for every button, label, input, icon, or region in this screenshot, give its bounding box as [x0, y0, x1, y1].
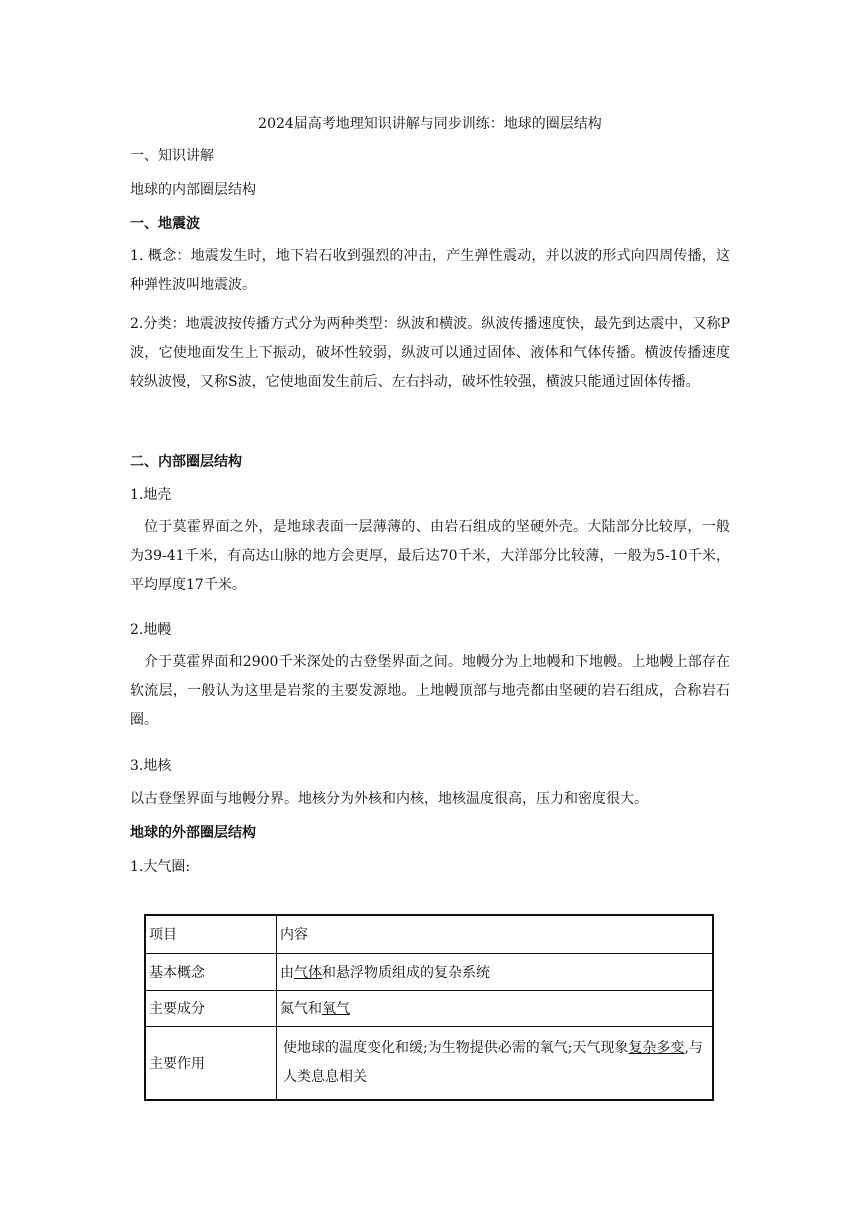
document-title: 2024届高考地理知识讲解与同步训练：地球的圈层结构	[258, 116, 602, 132]
core-paragraph: 以古登堡界面与地幔分界。地核分为外核和内核，地核温度很高，压力和密度很大。	[130, 791, 648, 807]
outer-structure-heading: 地球的外部圈层结构	[130, 825, 256, 841]
table-row-function	[145, 1026, 713, 1100]
crust-paragraph: 位于莫霍界面之外，是地球表面一层薄薄的、由岩石组成的坚硬外壳。大陆部分比较厚，一般为39-41千米，有高达山脉的地方会更厚，最后达70千米，大洋部分比较薄，一般为5-10千米，平均厚度17千米。	[130, 519, 730, 593]
table-row-composition	[145, 990, 713, 1026]
table-cell-label: 主要成分	[145, 990, 277, 1026]
inner-structure-heading: 地球的内部圈层结构	[130, 182, 256, 198]
table-row-concept	[145, 953, 713, 990]
mantle-heading: 2.地幔	[130, 622, 172, 638]
seismic-wave-heading: 一、地震波	[130, 216, 200, 232]
mantle-paragraph: 介于莫霍界面和2900千米深处的古登堡界面之间。地幔分为上地幔和下地幔。上地幔上部存在软流层，一般认为这里是岩浆的主要发源地。上地幔顶部与地壳都由坚硬的岩石组成，合称岩石圈。	[130, 654, 730, 728]
table-cell-content: 使地球的温度变化和缓;为生物提供必需的氧气;天气现象复杂多变,与人类息息相关	[277, 1026, 714, 1100]
seismic-concept-paragraph: 1. 概念：地震发生时，地下岩石收到强烈的冲击，产生弹性震动，并以波的形式向四周传播，这种弹性波叫地震波。	[130, 248, 730, 293]
inner-layers-heading: 二、内部圈层结构	[130, 454, 242, 470]
atmosphere-table	[144, 914, 714, 1101]
table-cell-content: 由气体和悬浮物质组成的复杂系统	[277, 953, 714, 990]
table-header-content: 内容	[277, 915, 714, 953]
table-cell-label: 基本概念	[145, 953, 277, 990]
table-cell-label: 主要作用	[145, 1026, 277, 1100]
table-header-item: 项目	[145, 915, 277, 953]
atmosphere-heading: 1.大气圈:	[130, 859, 191, 875]
section-heading-knowledge: 一、知识讲解	[130, 148, 214, 164]
table-header-row	[145, 915, 713, 953]
seismic-classification-paragraph: 2.分类：地震波按传播方式分为两种类型：纵波和横波。纵波传播速度快，最先到达震中，又称P波，它使地面发生上下振动，破坏性较弱，纵波可以通过固体、液体和气体传播。横波传播速度较纵波慢，又称S波，它使地面发生前后、左右抖动，破坏性较强，横波只能通过固体传播。	[130, 316, 730, 390]
core-heading: 3.地核	[130, 758, 172, 774]
crust-heading: 1.地壳	[130, 487, 172, 503]
table-cell-content: 氮气和氧气	[277, 990, 714, 1026]
